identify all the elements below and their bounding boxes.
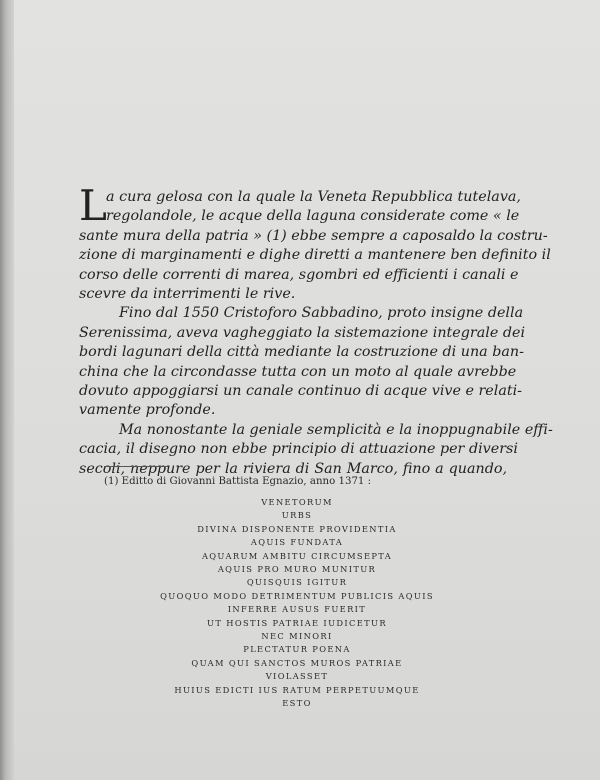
text-line: zione di marginamenti e dighe diretti a mantenere ben definito il xyxy=(79,247,551,264)
text-line: vamente profonde. xyxy=(79,402,216,419)
scan-edge-shadow xyxy=(0,0,14,780)
inscription-line: PLECTATUR POENA xyxy=(243,644,351,655)
text-line: Fino dal 1550 Cristoforo Sabbadino, proto insigne della xyxy=(119,305,524,322)
inscription-line: DIVINA DISPONENTE PROVIDENTIA xyxy=(197,523,397,534)
main-text xyxy=(79,188,553,479)
inscription-line: ESTO xyxy=(282,698,312,709)
inscription-line: QUOQUO MODO DETRIMENTUM PUBLICIS AQUIS xyxy=(160,590,434,601)
inscription-line: AQUIS FUNDATA xyxy=(250,537,344,548)
text-line: dovuto appoggiarsi un canale continuo di acque vive e relati- xyxy=(79,383,523,400)
paragraph-1 xyxy=(79,188,551,304)
text-line: scevre da interrimenti le rive. xyxy=(79,286,296,303)
text-line: corso delle correnti di marea, sgombri ed efficienti i canali e xyxy=(79,266,519,283)
text-line: bordi lagunari della città mediante la costruzione di una ban- xyxy=(79,344,524,361)
inscription-line: QUISQUIS IGITUR xyxy=(246,577,348,588)
footnote-rule xyxy=(104,466,168,467)
inscription-line: NEC MINORI xyxy=(261,631,333,642)
inscription-line: AQUIS PRO MURO MUNITUR xyxy=(217,564,377,575)
inscription-line: AQUARUM AMBITU CIRCUMSEPTA xyxy=(201,550,393,561)
inscription-line: VENETORUM xyxy=(261,497,333,507)
inscription-line: VIOLASSET xyxy=(265,671,329,682)
text-line: Serenissima, aveva vagheggiato la sistemazione integrale dei xyxy=(79,324,526,341)
drop-cap-letter: L xyxy=(79,181,107,230)
inscription-line: URBS xyxy=(281,510,313,521)
text-line: a cura gelosa con la quale la Veneta Repubblica tutelava, xyxy=(106,189,521,205)
inscription-line: INFERRE AUSUS FUERIT xyxy=(227,604,367,615)
footnote-text: (1) Editto di Giovanni Battista Egnazio, anno 1371 : xyxy=(104,476,372,487)
edict-inscription xyxy=(90,496,504,711)
text-line: regolandole, le acque della laguna considerate come « le xyxy=(106,208,520,225)
text-line: sante mura della patria » (1) ebbe sempre a caposaldo la costru- xyxy=(79,227,548,244)
text-line: cacia, il disegno non ebbe principio di attuazione per diversi xyxy=(79,441,518,458)
paragraph-2 xyxy=(79,304,526,420)
text-line: secoli, neppure per la riviera di San Marco, fino a quando, xyxy=(79,460,507,477)
text-line: china che la circondasse tutta con un moto al quale avrebbe xyxy=(79,363,517,380)
inscription-line: QUAM QUI SANCTOS MUROS PATRIAE xyxy=(191,657,403,668)
text-line: Ma nonostante la geniale semplicità e la inoppugnabile effi- xyxy=(119,421,553,438)
paragraph-3 xyxy=(79,421,553,479)
inscription-line: HUIUS EDICTI IUS RATUM PERPETUUMQUE xyxy=(174,684,420,695)
inscription-line: UT HOSTIS PATRIAE IUDICETUR xyxy=(207,617,387,628)
